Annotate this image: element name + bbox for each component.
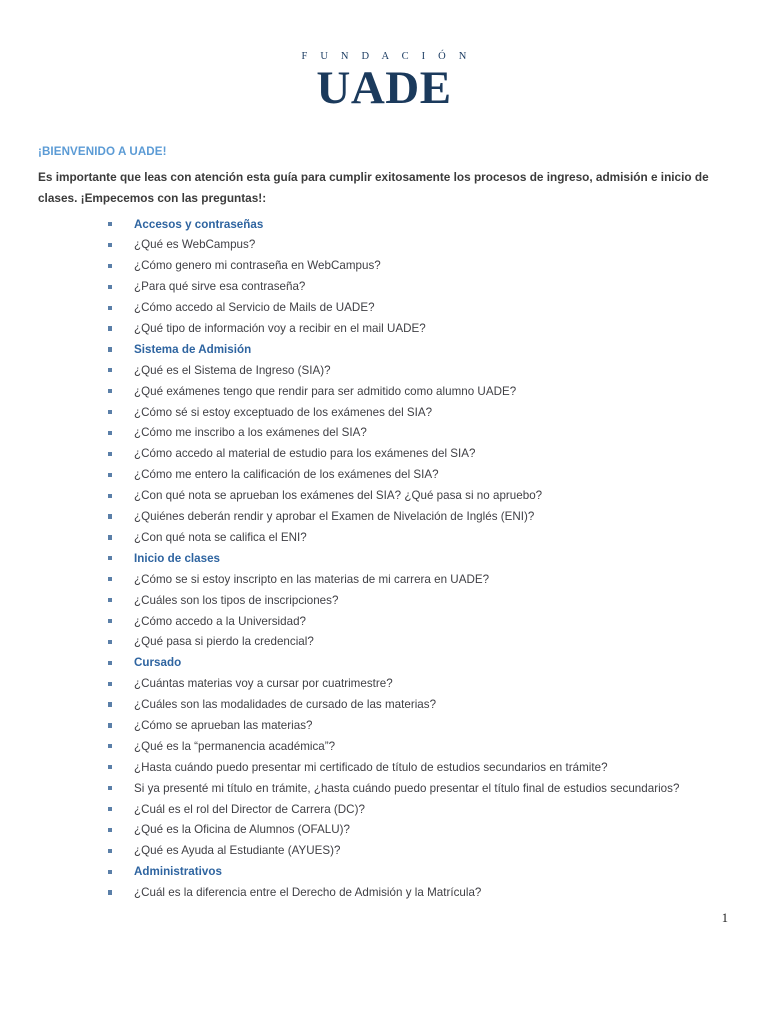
section-label: Sistema de Admisión — [134, 342, 252, 356]
faq-list-item[interactable] — [38, 715, 730, 736]
question-label: ¿Qué tipo de información voy a recibir en el mail UADE? — [134, 322, 426, 336]
square-bullet-icon — [108, 514, 112, 518]
square-bullet-icon — [108, 473, 112, 477]
square-bullet-icon — [108, 702, 112, 706]
faq-list-item[interactable] — [38, 297, 730, 318]
faq-list-item[interactable] — [38, 255, 730, 276]
faq-section-heading[interactable] — [38, 548, 730, 569]
question-label: ¿Hasta cuándo puedo presentar mi certificado de título de estudios secundarios en trámite? — [134, 760, 608, 774]
faq-list-item[interactable] — [38, 381, 730, 402]
square-bullet-icon — [108, 723, 112, 727]
faq-list-item[interactable] — [38, 778, 730, 799]
faq-list-item[interactable] — [38, 360, 730, 381]
faq-list-item[interactable] — [38, 611, 730, 632]
question-label: ¿Qué es el Sistema de Ingreso (SIA)? — [134, 363, 331, 377]
square-bullet-icon — [108, 326, 112, 330]
square-bullet-icon — [108, 556, 112, 560]
question-label: ¿Cuáles son las modalidades de cursado de las materias? — [134, 698, 437, 712]
question-label: ¿Cómo me inscribo a los exámenes del SIA? — [134, 426, 367, 440]
square-bullet-icon — [108, 264, 112, 268]
faq-list-item[interactable] — [38, 318, 730, 339]
square-bullet-icon — [108, 640, 112, 644]
faq-list-item[interactable] — [38, 882, 730, 903]
question-label: ¿Qué exámenes tengo que rendir para ser admitido como alumno UADE? — [134, 384, 517, 398]
square-bullet-icon — [108, 535, 112, 539]
faq-section-heading[interactable] — [38, 861, 730, 882]
question-label: ¿Cuál es el rol del Director de Carrera (DC)? — [134, 802, 365, 816]
faq-list-item[interactable] — [38, 673, 730, 694]
question-label: ¿Qué pasa si pierdo la credencial? — [134, 635, 314, 649]
square-bullet-icon — [108, 285, 112, 289]
question-label: ¿Cuál es la diferencia entre el Derecho de Admisión y la Matrícula? — [134, 886, 482, 900]
square-bullet-icon — [108, 410, 112, 414]
question-label: ¿Qué es WebCampus? — [134, 238, 256, 252]
question-label: ¿Con qué nota se aprueban los exámenes del SIA? ¿Qué pasa si no apruebo? — [134, 489, 543, 503]
square-bullet-icon — [108, 682, 112, 686]
welcome-heading: ¡BIENVENIDO A UADE! — [38, 145, 167, 158]
square-bullet-icon — [108, 452, 112, 456]
faq-list-item[interactable] — [38, 590, 730, 611]
square-bullet-icon — [108, 765, 112, 769]
question-label: ¿Qué es la “permanencia académica”? — [134, 739, 336, 753]
square-bullet-icon — [108, 222, 112, 226]
question-label: ¿Cuántas materias voy a cursar por cuatrimestre? — [134, 677, 393, 691]
question-label: ¿Cómo se si estoy inscripto en las materias de mi carrera en UADE? — [134, 572, 490, 586]
question-label: Si ya presenté mi título en trámite, ¿hasta cuándo puedo presentar el título final de estudios secundarios? — [134, 781, 680, 795]
section-label: Accesos y contraseñas — [134, 217, 264, 231]
question-label: ¿Cómo se aprueban las materias? — [134, 718, 313, 732]
logo-uade-wordmark: UADE — [316, 61, 452, 114]
faq-list-item[interactable] — [38, 234, 730, 255]
square-bullet-icon — [108, 431, 112, 435]
faq-list-item[interactable] — [38, 464, 730, 485]
square-bullet-icon — [108, 368, 112, 372]
question-label: ¿Para qué sirve esa contraseña? — [134, 280, 306, 294]
faq-list-item[interactable] — [38, 422, 730, 443]
question-label: ¿Qué es la Oficina de Alumnos (OFALU)? — [134, 823, 350, 837]
question-label: ¿Qué es Ayuda al Estudiante (AYUES)? — [134, 844, 341, 858]
question-label: ¿Cómo accedo al material de estudio para los exámenes del SIA? — [134, 447, 476, 461]
faq-list-item[interactable] — [38, 736, 730, 757]
faq-list-item[interactable] — [38, 799, 730, 820]
faq-section-heading[interactable] — [38, 652, 730, 673]
square-bullet-icon — [108, 744, 112, 748]
question-label: ¿Con qué nota se califica el ENI? — [134, 530, 307, 544]
section-label: Inicio de clases — [134, 551, 221, 565]
faq-list-item[interactable] — [38, 506, 730, 527]
faq-list — [38, 214, 730, 903]
page-number: 1 — [721, 911, 728, 925]
faq-list-item[interactable] — [38, 485, 730, 506]
intro-paragraph: Es importante que leas con atención esta guía para cumplir exitosamente los procesos de ingreso, admisión e inicio de clases. ¡Empecemos con las preguntas!: — [38, 169, 709, 206]
section-label: Administrativos — [134, 865, 222, 879]
faq-list-item[interactable] — [38, 276, 730, 297]
uade-logo — [0, 52, 768, 112]
square-bullet-icon — [108, 389, 112, 393]
square-bullet-icon — [108, 786, 112, 790]
square-bullet-icon — [108, 661, 112, 665]
faq-list-item[interactable] — [38, 694, 730, 715]
section-label: Cursado — [134, 656, 182, 670]
square-bullet-icon — [108, 306, 112, 310]
logo-inner — [296, 52, 471, 112]
square-bullet-icon — [108, 598, 112, 602]
square-bullet-icon — [108, 849, 112, 853]
question-label: ¿Cómo me entero la calificación de los exámenes del SIA? — [134, 468, 439, 482]
square-bullet-icon — [108, 890, 112, 894]
faq-list-item[interactable] — [38, 569, 730, 590]
faq-list-item[interactable] — [38, 757, 730, 778]
square-bullet-icon — [108, 619, 112, 623]
question-label: ¿Cómo genero mi contraseña en WebCampus? — [134, 259, 381, 273]
question-label: ¿Quiénes deberán rendir y aprobar el Examen de Nivelación de Inglés (ENI)? — [134, 510, 535, 524]
document-content — [38, 144, 730, 903]
question-label: ¿Cómo accedo a la Universidad? — [134, 614, 307, 628]
square-bullet-icon — [108, 870, 112, 874]
question-label: ¿Cómo accedo al Servicio de Mails de UADE? — [134, 301, 375, 315]
square-bullet-icon — [108, 828, 112, 832]
logo-fundacion-text: F U N D A C I Ó N — [301, 51, 472, 62]
faq-list-item[interactable] — [38, 443, 730, 464]
faq-section-heading[interactable] — [38, 339, 730, 360]
faq-section-heading[interactable] — [38, 214, 730, 235]
faq-list-item[interactable] — [38, 840, 730, 861]
question-label: ¿Cómo sé si estoy exceptuado de los exámenes del SIA? — [134, 405, 433, 419]
square-bullet-icon — [108, 243, 112, 247]
square-bullet-icon — [108, 577, 112, 581]
faq-list-item[interactable] — [38, 527, 730, 548]
square-bullet-icon — [108, 494, 112, 498]
faq-list-item[interactable] — [38, 631, 730, 652]
faq-list-item[interactable] — [38, 402, 730, 423]
square-bullet-icon — [108, 807, 112, 811]
question-label: ¿Cuáles son los tipos de inscripciones? — [134, 593, 339, 607]
square-bullet-icon — [108, 347, 112, 351]
faq-list-item[interactable] — [38, 819, 730, 840]
